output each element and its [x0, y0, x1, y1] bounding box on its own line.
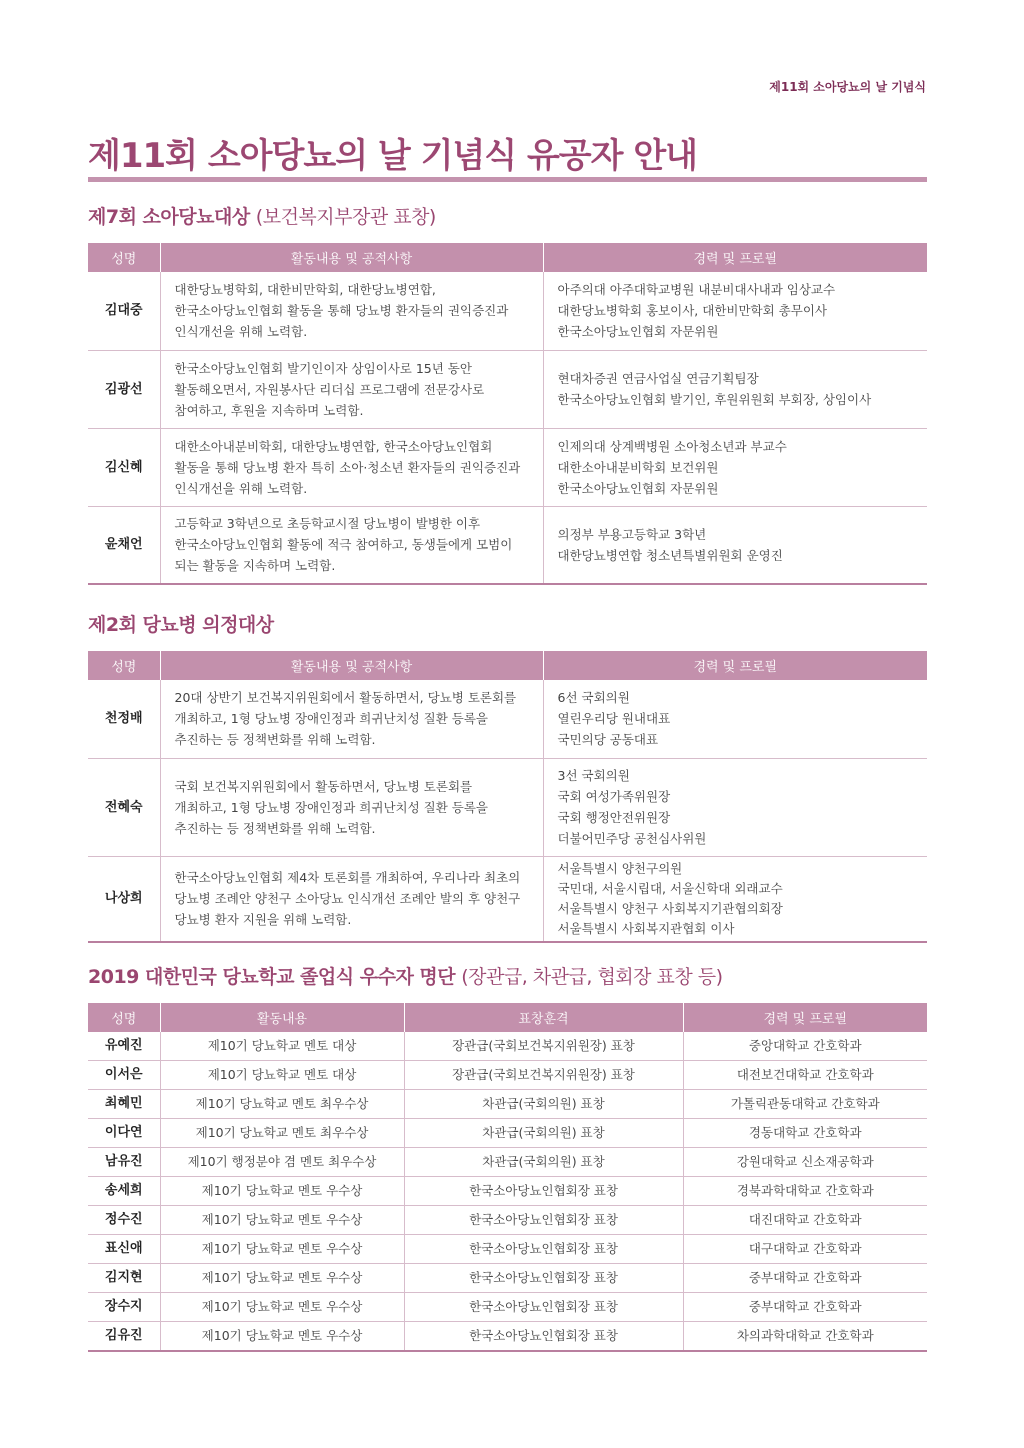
profile-cell	[543, 506, 927, 584]
profile-cell: 대구대학교 간호학과	[683, 1235, 927, 1264]
profile-cell	[543, 428, 927, 506]
profile-cell: 중부대학교 간호학과	[683, 1264, 927, 1293]
award-cell: 차관급(국회의원) 표창	[404, 1119, 683, 1148]
awardee-name: 김대중	[104, 303, 143, 319]
profile-line: 서울특별시 양천구 사회복지기관협의회장	[557, 900, 783, 916]
profile-cell: 경동대학교 간호학과	[683, 1119, 927, 1148]
awardee-name: 천정배	[104, 711, 143, 727]
profile-cell: 중부대학교 간호학과	[683, 1293, 927, 1322]
column-header: 성명	[88, 243, 160, 272]
activity-line: 당뇨병 조례안 양천구 소아당뇨 인식개선 조례안 발의 후 양천구	[174, 891, 521, 907]
profile-line: 6선 국회의원	[557, 690, 630, 706]
activity-cell	[160, 428, 543, 506]
profile-cell: 가톨릭관동대학교 간호학과	[683, 1090, 927, 1119]
graduate-name: 이서은	[88, 1061, 160, 1090]
graduate-name: 김지현	[88, 1264, 160, 1293]
column-header: 활동내용	[160, 1003, 404, 1032]
graduate-name: 장수지	[88, 1293, 160, 1322]
graduate-name: 유예진	[104, 1038, 143, 1053]
activity-line: 20대 상반기 보건복지위원회에서 활동하면서, 당뇨병 토론회를	[174, 690, 517, 706]
profile-line: 국회 여성가족위원장	[557, 789, 671, 804]
profile-cell: 대전보건대학교 간호학과	[683, 1061, 927, 1090]
awardee-name: 나상희	[88, 856, 160, 942]
graduate-name: 송세희	[88, 1177, 160, 1206]
activity-cell: 제10기 당뇨학교 멘토 대상	[160, 1032, 404, 1061]
activity-line: 한국소아당뇨인협회 제4차 토론회를 개최하여, 우리나라 최초의	[174, 870, 521, 886]
activity-cell	[160, 272, 543, 350]
profile-cell: 경북과학대학교 간호학과	[683, 1177, 927, 1206]
table-header-row	[88, 243, 927, 272]
graduate-name: 김유진	[88, 1322, 160, 1352]
activity-cell: 제10기 당뇨학교 멘토 우수상	[160, 1293, 404, 1322]
section-legislative-award	[88, 613, 927, 943]
graduate-name: 정수진	[88, 1206, 160, 1235]
table-row	[88, 428, 927, 506]
activity-cell: 제10기 당뇨학교 멘토 우수상	[160, 1322, 404, 1352]
activity-cell: 제10기 당뇨학교 멘토 최우수상	[160, 1119, 404, 1148]
table-row	[88, 758, 927, 856]
activity-cell	[160, 758, 543, 856]
page-title: 제11회 소아당뇨의 날 기념식 유공자 안내	[88, 136, 698, 176]
activity-line: 대한소아내분비학회, 대한당뇨병연합, 한국소아당뇨인협회	[174, 438, 493, 454]
profile-line: 현대차증권 연금사업실 연금기획팀장	[557, 371, 759, 386]
graduate-name: 표신애	[88, 1235, 160, 1264]
awardee-name: 전혜숙	[88, 758, 160, 856]
activity-line: 되는 활동을 지속하며 노력함.	[174, 558, 336, 574]
profile-line: 의정부 부용고등학교 3학년	[557, 526, 707, 542]
profile-cell	[543, 758, 927, 856]
profile-line: 열린우리당 원내대표	[557, 711, 671, 727]
profile-cell	[543, 680, 927, 758]
section-title-main: 제2회 당뇨병 의정대상	[88, 614, 274, 636]
table-header-row	[88, 651, 927, 680]
column-header: 성명	[88, 651, 160, 680]
section-title	[88, 205, 927, 243]
table-row	[88, 1148, 927, 1177]
column-header: 활동내용 및 공적사항	[160, 243, 543, 272]
activity-line: 활동을 통해 당뇨병 환자 특히 소아·청소년 환자들의 권익증진과	[174, 459, 521, 475]
activity-cell: 제10기 당뇨학교 멘토 우수상	[160, 1264, 404, 1293]
table-row	[88, 1090, 927, 1119]
section-title-sub: (보건복지부장관 표창)	[255, 206, 436, 228]
activity-line: 추진하는 등 정책변화를 위해 노력함.	[174, 732, 376, 748]
profile-cell	[543, 856, 927, 942]
section-title	[88, 965, 927, 1003]
activity-line: 국회 보건복지위원회에서 활동하면서, 당뇨병 토론회를	[174, 778, 473, 794]
column-header: 성명	[88, 1003, 160, 1032]
awardee-name: 김신혜	[88, 428, 160, 506]
table-row	[88, 272, 927, 350]
activity-line: 인식개선을 위해 노력함.	[174, 480, 308, 496]
profile-line: 아주의대 아주대학교병원 내분비대사내과 임상교수	[557, 282, 836, 298]
table-row	[88, 1119, 927, 1148]
activity-line: 인식개선을 위해 노력함.	[174, 324, 308, 340]
activity-line: 고등학교 3학년으로 초등학교시절 당뇨병이 발병한 이후	[174, 516, 481, 532]
column-header: 활동내용 및 공적사항	[160, 651, 543, 680]
award-cell: 차관급(국회의원) 표창	[404, 1148, 683, 1177]
table-row	[88, 1264, 927, 1293]
profile-line: 국회 행정안전위원장	[557, 810, 671, 825]
profile-cell: 중앙대학교 간호학과	[683, 1032, 927, 1061]
column-header: 표창훈격	[404, 1003, 683, 1032]
profile-cell: 차의과학대학교 간호학과	[683, 1322, 927, 1352]
profile-line: 서울특별시 양천구의원	[557, 860, 683, 876]
table-row	[88, 1032, 927, 1061]
table-row	[88, 1322, 927, 1352]
activity-line: 당뇨병 환자 지원을 위해 노력함.	[174, 912, 352, 928]
profile-cell	[543, 272, 927, 350]
profile-line: 한국소아당뇨인협회 발기인, 후원위원회 부회장, 상임이사	[557, 392, 872, 407]
profile-line: 국민대, 서울시립대, 서울신학대 외래교수	[557, 880, 783, 896]
awardee-name: 김광선	[88, 350, 160, 428]
profile-line: 대한소아내분비학회 보건위원	[557, 459, 719, 475]
award-cell: 장관급(국회보건복지위원장) 표창	[404, 1061, 683, 1090]
profile-line: 서울특별시 사회복지관협회 이사	[557, 920, 735, 936]
profile-cell: 강원대학교 신소재공학과	[683, 1148, 927, 1177]
table-row	[88, 350, 927, 428]
profile-line: 더불어민주당 공천심사위원	[557, 831, 707, 846]
column-header: 경력 및 프로필	[543, 651, 927, 680]
column-header: 경력 및 프로필	[683, 1003, 927, 1032]
award-cell: 차관급(국회의원) 표창	[404, 1090, 683, 1119]
graduate-name: 남유진	[88, 1148, 160, 1177]
profile-line: 3선 국회의원	[557, 768, 630, 783]
awardee-name: 윤채언	[88, 506, 160, 584]
section-title	[88, 613, 927, 651]
award-cell: 한국소아당뇨인협회장 표창	[404, 1293, 683, 1322]
graduate-name: 이다연	[88, 1119, 160, 1148]
activity-line: 대한당뇨병학회, 대한비만학회, 대한당뇨병연합,	[174, 282, 436, 298]
graduate-name: 최혜민	[88, 1090, 160, 1119]
graduates-table	[88, 1003, 927, 1352]
section-pediatric-diabetes-award	[88, 205, 927, 585]
activity-cell	[160, 680, 543, 758]
award-cell: 장관급(국회보건복지위원장) 표창	[404, 1032, 683, 1061]
activity-cell	[160, 350, 543, 428]
activity-cell	[160, 506, 543, 584]
table-row	[88, 506, 927, 584]
activity-cell: 제10기 행정분야 겸 멘토 최우수상	[160, 1148, 404, 1177]
activity-cell: 제10기 당뇨학교 멘토 최우수상	[160, 1090, 404, 1119]
section-title-main: 제7회 소아당뇨대상	[88, 206, 250, 228]
profile-line: 한국소아당뇨인협회 자문위원	[557, 480, 719, 496]
title-rule	[88, 177, 927, 182]
activity-cell	[160, 856, 543, 942]
table-row	[88, 680, 927, 758]
activity-line: 한국소아당뇨인협회 발기인이자 상임이사로 15년 동안	[174, 360, 472, 376]
profile-line: 국민의당 공동대표	[557, 732, 659, 748]
award-table	[88, 651, 927, 943]
profile-cell: 대진대학교 간호학과	[683, 1206, 927, 1235]
activity-line: 활동해오면서, 자원봉사단 리더십 프로그램에 전문강사로	[174, 381, 485, 397]
award-cell: 한국소아당뇨인협회장 표창	[404, 1235, 683, 1264]
activity-cell: 제10기 당뇨학교 멘토 우수상	[160, 1235, 404, 1264]
award-table	[88, 243, 927, 585]
activity-line: 한국소아당뇨인협회 활동에 적극 참여하고, 동생들에게 모범이	[174, 537, 513, 553]
table-row	[88, 1235, 927, 1264]
award-cell: 한국소아당뇨인협회장 표창	[404, 1177, 683, 1206]
table-row	[88, 1206, 927, 1235]
profile-line: 대한당뇨병연합 청소년특별위원회 운영진	[557, 547, 783, 563]
column-header: 경력 및 프로필	[543, 243, 927, 272]
table-row	[88, 856, 927, 942]
running-header: 제11회 소아당뇨의 날 기념식	[769, 80, 926, 94]
section-graduates	[88, 965, 927, 1352]
profile-cell	[543, 350, 927, 428]
table-row	[88, 1177, 927, 1206]
activity-cell: 제10기 당뇨학교 멘토 우수상	[160, 1206, 404, 1235]
table-header-row	[88, 1003, 927, 1032]
table-row	[88, 1293, 927, 1322]
section-title-main: 2019 대한민국 당뇨학교 졸업식 우수자 명단	[88, 966, 456, 988]
section-title-sub: (장관급, 차관급, 협회장 표창 등)	[461, 966, 723, 988]
award-cell: 한국소아당뇨인협회장 표창	[404, 1264, 683, 1293]
activity-cell: 제10기 당뇨학교 멘토 대상	[160, 1061, 404, 1090]
award-cell: 한국소아당뇨인협회장 표창	[404, 1322, 683, 1352]
table-row	[88, 1061, 927, 1090]
activity-line: 추진하는 등 정책변화를 위해 노력함.	[174, 820, 376, 836]
activity-line: 한국소아당뇨인협회 활동을 통해 당뇨병 환자들의 권익증진과	[174, 303, 509, 319]
activity-line: 개최하고, 1형 당뇨병 장애인정과 희귀난치성 질환 등록을	[174, 711, 488, 727]
activity-line: 참여하고, 후원을 지속하며 노력함.	[174, 402, 364, 418]
profile-line: 대한당뇨병학회 홍보이사, 대한비만학회 총무이사	[557, 303, 827, 319]
activity-cell: 제10기 당뇨학교 멘토 우수상	[160, 1177, 404, 1206]
profile-line: 한국소아당뇨인협회 자문위원	[557, 324, 719, 340]
profile-line: 인제의대 상계백병원 소아청소년과 부교수	[557, 438, 787, 454]
activity-line: 개최하고, 1형 당뇨병 장애인정과 희귀난치성 질환 등록을	[174, 799, 488, 815]
award-cell: 한국소아당뇨인협회장 표창	[404, 1206, 683, 1235]
